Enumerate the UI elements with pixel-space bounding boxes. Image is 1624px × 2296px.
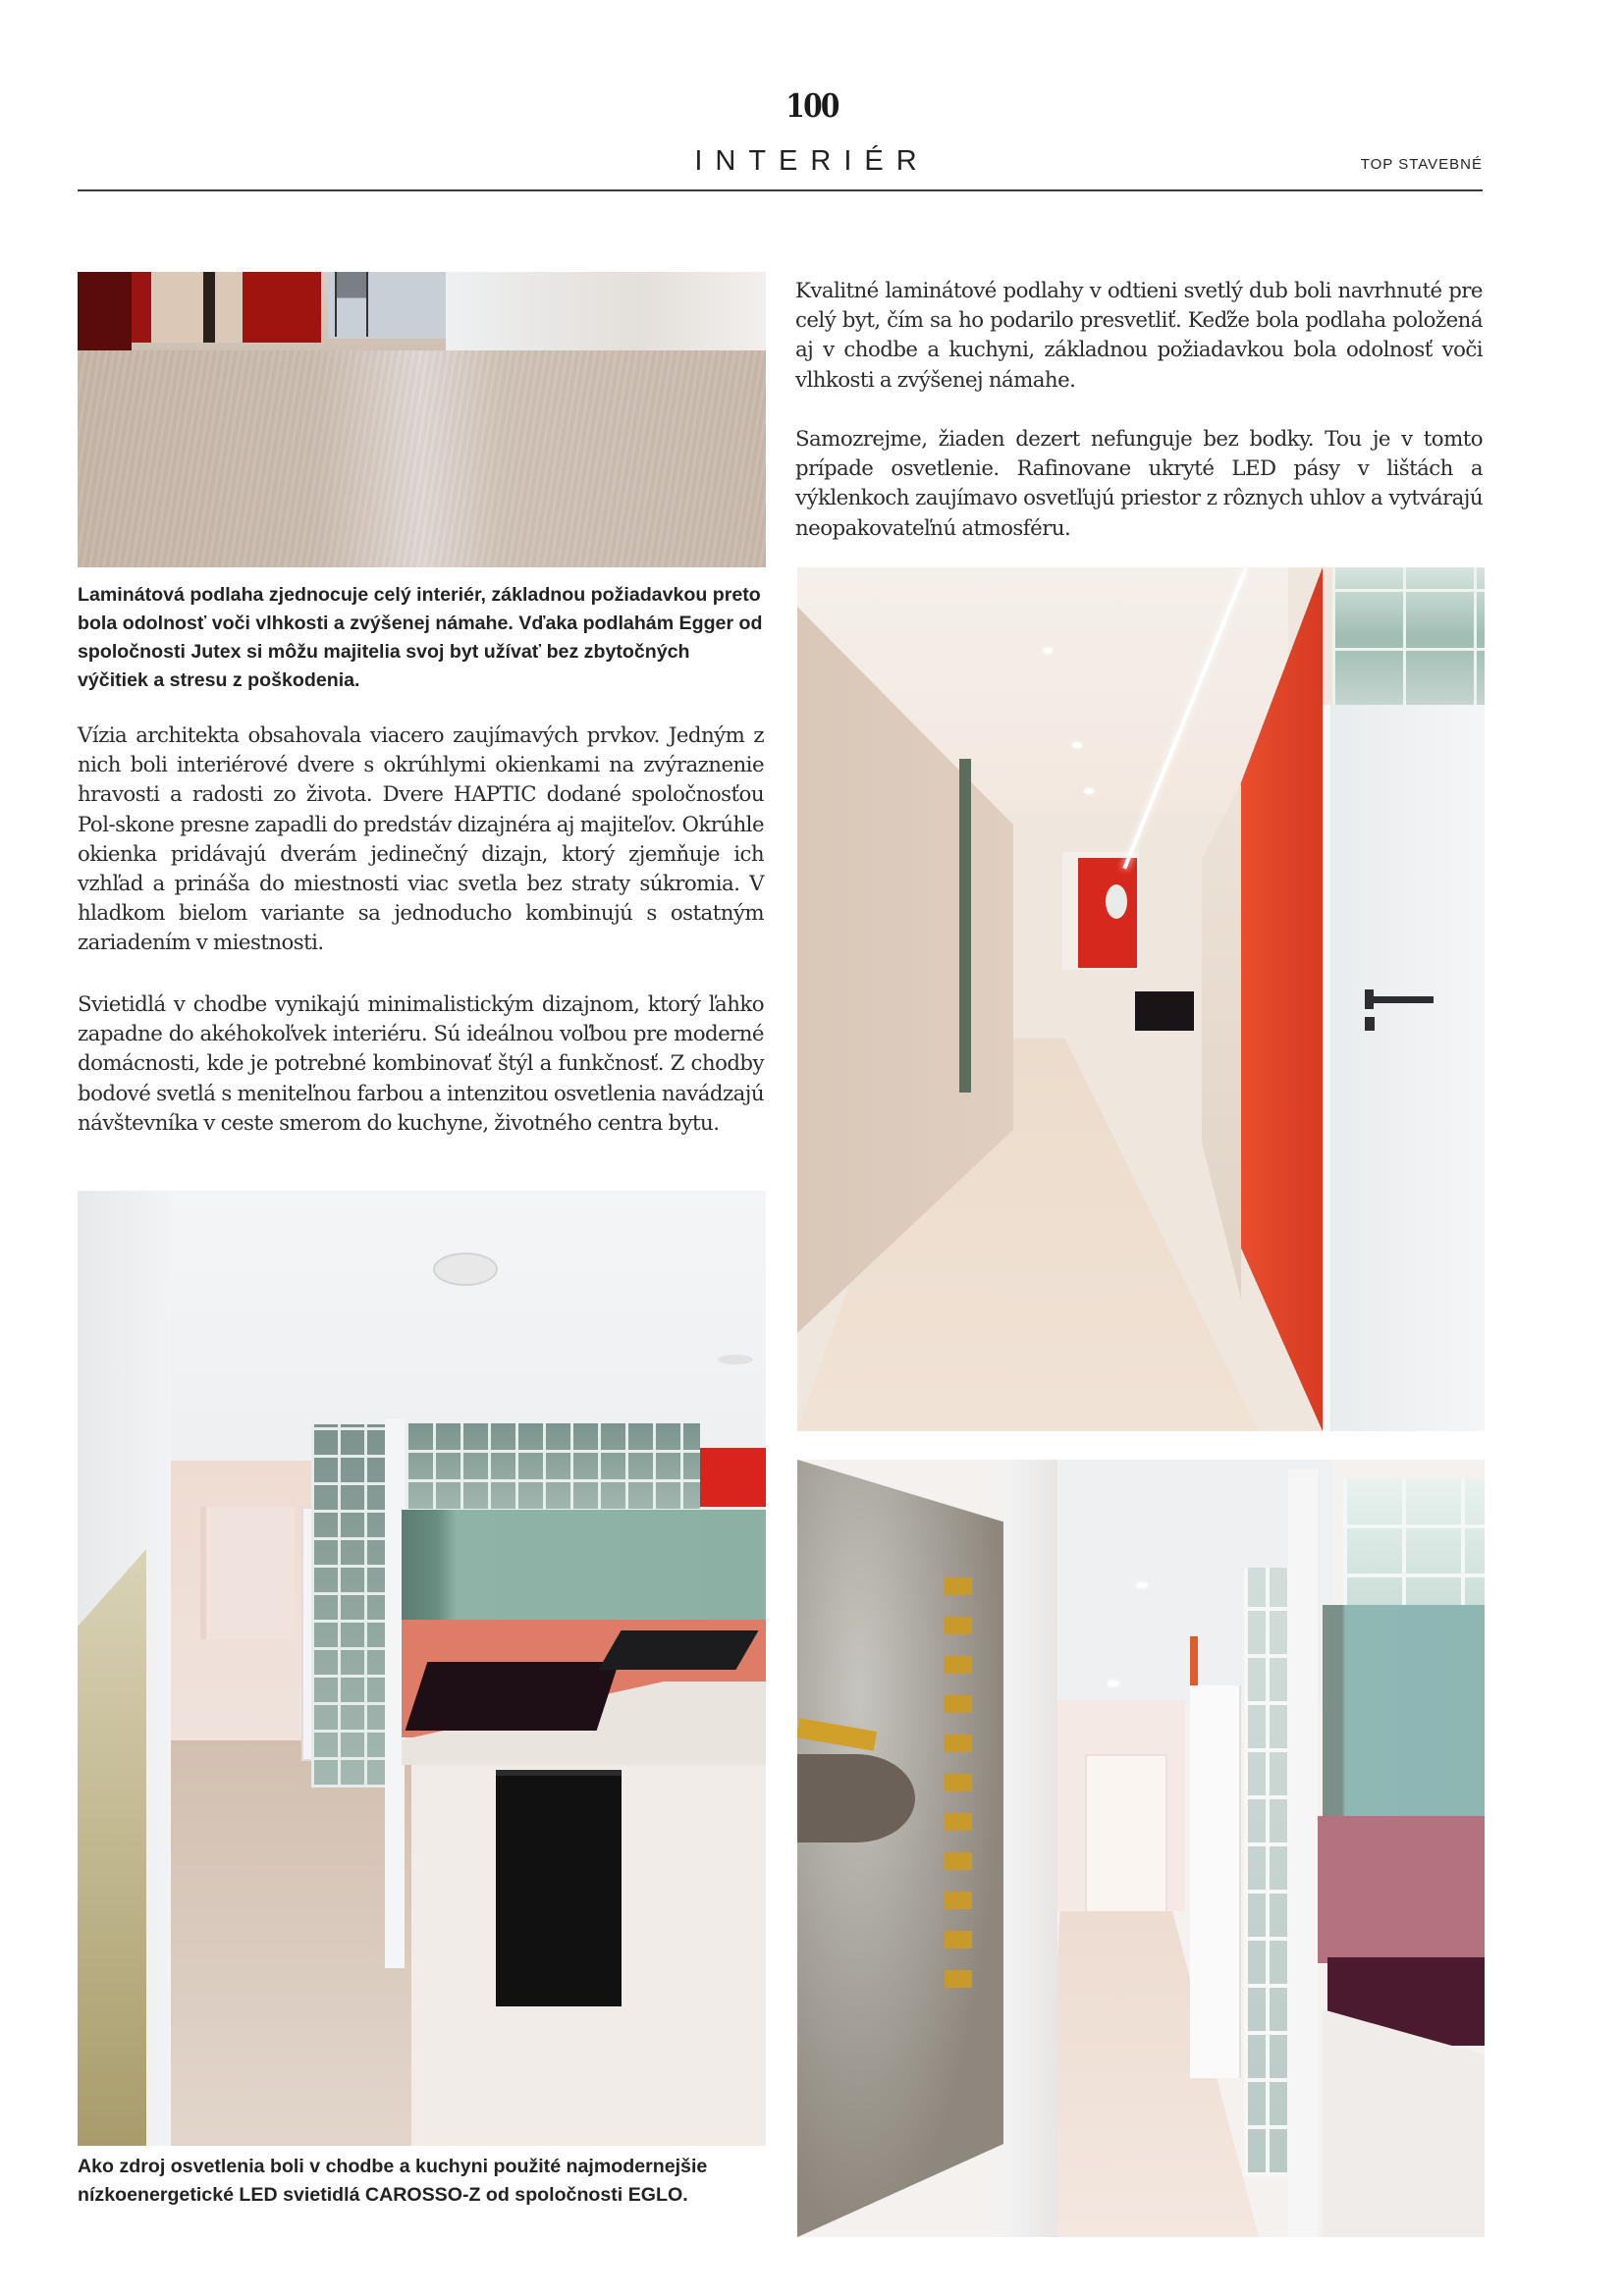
photo-detail	[1043, 648, 1053, 654]
photo-detail	[200, 1507, 295, 1639]
photo-detail	[1190, 1685, 1241, 2078]
photo-detail	[1108, 1681, 1119, 1686]
photo-detail	[78, 272, 132, 355]
photo-detail	[496, 1770, 622, 2006]
photo-detail	[1136, 1582, 1148, 1588]
photo-detail	[1106, 884, 1127, 919]
photo-detail	[1003, 1460, 1057, 2237]
header-rule	[78, 189, 1483, 191]
photo-detail	[311, 1424, 385, 1788]
photo-detail	[1318, 1816, 1485, 1963]
photo-detail	[78, 350, 766, 567]
photo-detail	[132, 272, 151, 343]
photo-detail	[243, 272, 321, 343]
caption-kitchen: Ako zdroj osvetlenia boli v chodbe a kuchyni použité najmodernejšie nízkoenergetické LED svietidlá CAROSSO-Z od spoločnosti EGLO.	[78, 2156, 708, 2206]
photo-corridor	[797, 1460, 1485, 2237]
photo-detail	[433, 1253, 498, 1286]
photo-detail	[797, 1460, 1003, 2237]
photo-detail	[1332, 567, 1485, 710]
photo-detail	[700, 1448, 766, 1507]
photo-detail	[945, 1577, 972, 1990]
photo-detail	[203, 272, 215, 343]
article-paragraph: Kvalitné laminátové podlahy v odtieni svetlý dub boli navrhnuté pre celý byt, čím sa ho podarilo presvetliť. Keďže bola podlaha položená aj v chodbe a kuchyni, základnou požiadavkou bola odolnosť voči vlhkosti a zvýšenej námahe.	[795, 279, 1483, 393]
section-title: INTERIÉR	[694, 145, 930, 177]
photo-detail	[171, 1740, 411, 2146]
photo-laminate-floor	[78, 272, 766, 567]
photo-detail	[1072, 742, 1082, 748]
article-paragraph: Vízia architekta obsahovala viacero zaujímavých prvkov. Jedným z nich boli interiérové dvere s okrúhlymi okienkami na zvýraznenie hravosti a radosti zo života. Dvere HAPTIC dodané spoločnosťou Pol-skone presne zapadli do predstáv dizajnéra aj majiteľov. Okrúhle okienka pridávajú dverám jedinečný dizajn, ktorý zjemňuje ich vzhľad a prináša do miestnosti viac svetla bez straty súkromia. V hladkom bielom variante sa jednoducho kombinujú s ostatným zariadením v miestnosti.	[78, 723, 764, 956]
article-paragraph: Svietidlá v chodbe vynikajú minimalistickým dizajnom, ktorý ľahko zapadne do akéhokoľvek interiéru. Sú ideálnou voľbou pre moderné domácnosti, kde je potrebné kombinovať štýl a funkčnosť. Z chodby bodové svetlá s meniteľnou farbou a intenzitou osvetlenia navádzajú návštevníka v ceste smerom do kuchyne, životného centra bytu.	[78, 992, 764, 1136]
photo-detail	[1323, 1605, 1485, 1816]
photo-detail	[402, 1510, 766, 1620]
caption-floor: Laminátová podlaha zjednocuje celý interiér, základnou požiadavkou preto bola odolnosť voči vlhkosti a zvýšenej námahe. Vďaka podlahám Egger od spoločnosti Jutex si môžu majitelia svoj byt užívať bez zbytočných výčitiek a stresu z poškodenia.	[78, 584, 763, 691]
photo-hallway	[797, 567, 1485, 1431]
photo-detail	[406, 1662, 620, 1731]
photo-detail	[959, 759, 971, 1093]
photo-detail	[1085, 1754, 1167, 1915]
photo-detail	[1135, 991, 1194, 1031]
photo-detail	[797, 1754, 915, 1842]
magazine-name: TOP STAVEBNÉ	[1360, 156, 1483, 173]
photo-detail	[78, 1549, 146, 2146]
photo-detail	[406, 1423, 700, 1512]
photo-detail	[1365, 1017, 1375, 1031]
photo-kitchen	[78, 1191, 766, 2146]
article-paragraph: Samozrejme, žiaden dezert nefunguje bez bodky. Tou je v tomto prípade osvetlenie. Rafinovane ukryté LED pásy v lištách a výklenkoch zaujímavo osvetľujú priestor z rôznych uhlov a vytvárajú neopakovateľnú atmosféru.	[795, 427, 1483, 541]
photo-detail	[718, 1355, 753, 1364]
photo-detail	[1288, 1469, 1318, 2237]
photo-detail	[335, 272, 368, 337]
photo-detail	[1323, 705, 1485, 1431]
page-number: 100	[785, 86, 839, 125]
photo-detail	[1367, 996, 1434, 1003]
photo-detail	[1244, 1568, 1288, 2176]
photo-detail	[1084, 788, 1094, 794]
photo-detail	[598, 1630, 758, 1670]
